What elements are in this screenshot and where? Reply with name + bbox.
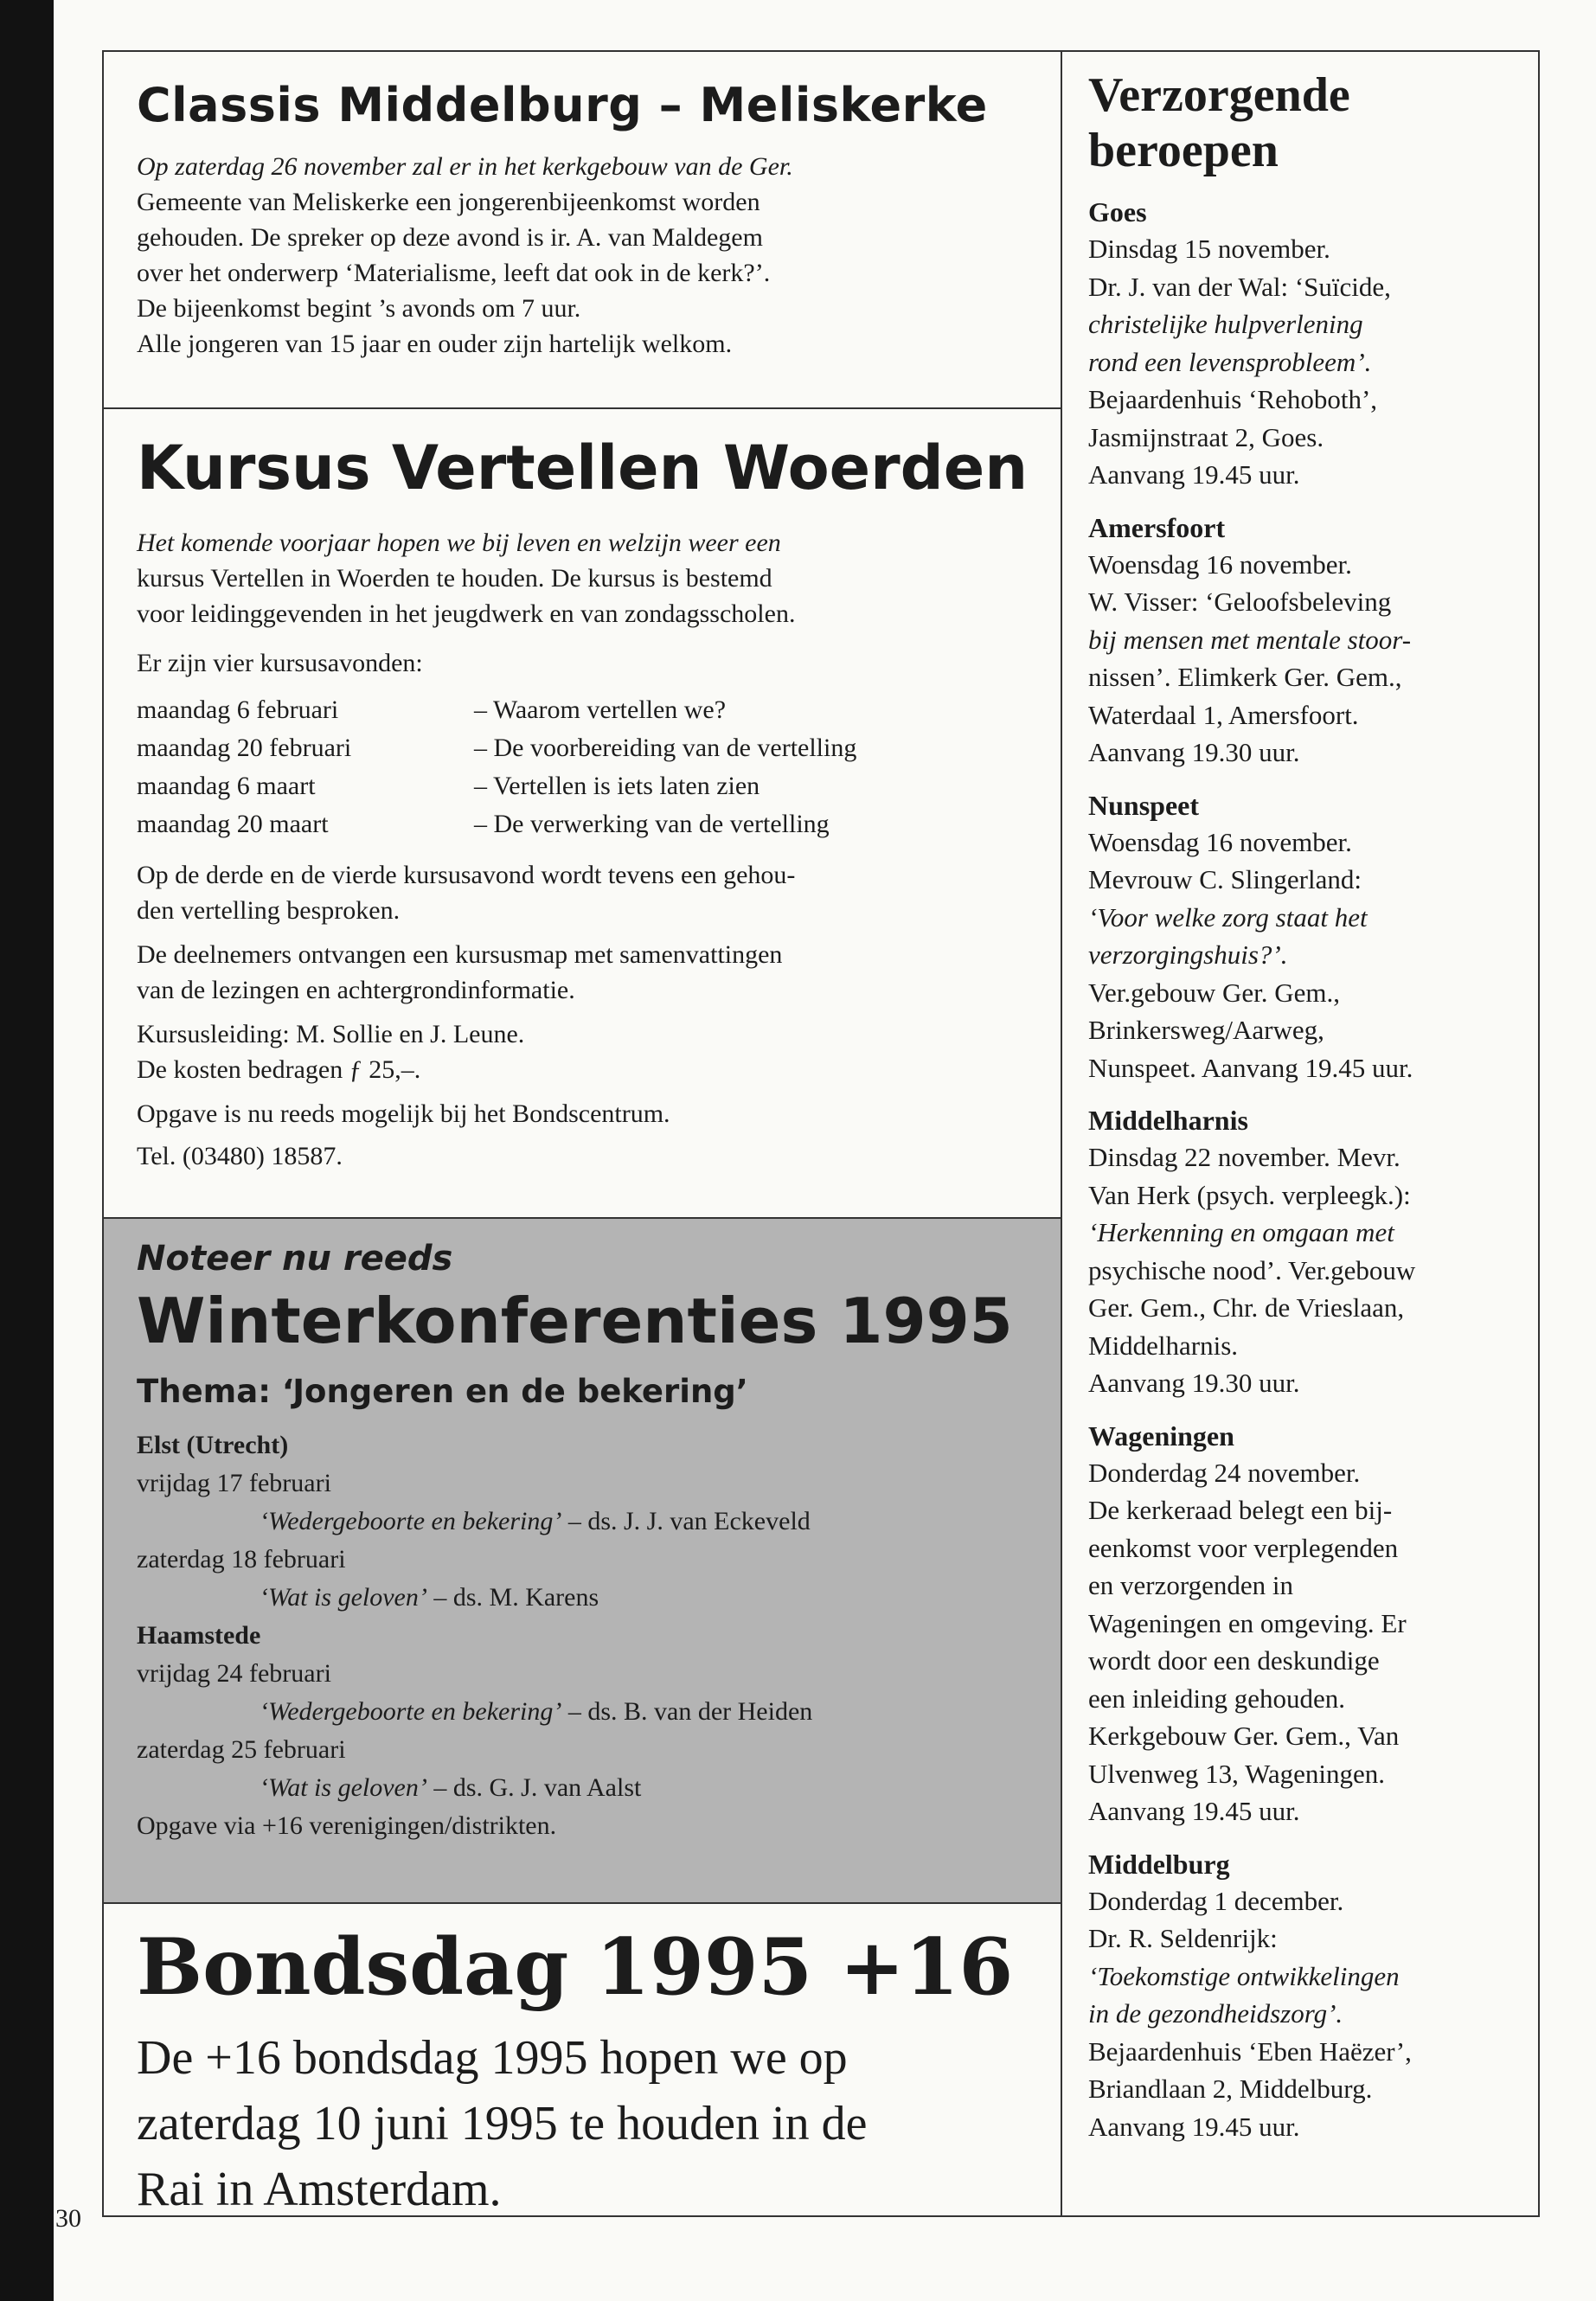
event-line: Bejaardenhuis ‘Rehoboth’,	[1088, 384, 1378, 414]
winter-day: vrijdag 24 februari	[137, 1659, 331, 1688]
winter-day: vrijdag 17 februari	[137, 1469, 331, 1497]
event-location: Goes	[1088, 196, 1147, 228]
event-line: Jasmijnstraat 2, Goes.	[1088, 421, 1324, 452]
kursus-intro-line: kursus Vertellen in Woerden te houden. De kursus is bestemd	[137, 564, 772, 593]
classis-title: Classis Middelburg – Meliskerke	[137, 78, 988, 132]
event-line: Aanvang 19.45 uur.	[1088, 2111, 1300, 2142]
classis-body	[137, 149, 1029, 362]
event-line: ‘Herkenning en omgaan met	[1088, 1217, 1394, 1247]
event-line: rond een levensprobleem’.	[1088, 346, 1372, 377]
kursus-title: Kursus Vertellen Woerden	[137, 433, 1029, 503]
kursus-intro-line: voor leidinggevenden in het jeugdwerk en van zondagsscholen.	[137, 599, 796, 628]
winter-thema-value: ‘Jongeren en de bekering’	[281, 1373, 748, 1410]
event-line: bij mensen met mentale stoor-	[1088, 624, 1412, 655]
talk-title: ‘Wedergeboorte en bekering’	[260, 1507, 562, 1535]
event-line: een inleiding gehouden.	[1088, 1682, 1345, 1714]
winter-kicker: Noteer nu reeds	[137, 1239, 453, 1279]
classis-line: De bijeenkomst begint ’s avonds om 7 uur.	[137, 294, 581, 323]
event-line: Kerkgebouw Ger. Gem., Van	[1088, 1721, 1400, 1751]
verzorgende-title	[1088, 67, 1538, 178]
schedule-date: maandag 6 februari	[137, 695, 339, 724]
event-line: Donderdag 24 november.	[1088, 1457, 1361, 1488]
right-column	[1062, 50, 1540, 2217]
event-line: Waterdaal 1, Amersfoort.	[1088, 699, 1359, 730]
kursus-para2-line2: van de lezingen en achtergrondinformatie.	[137, 976, 575, 1004]
winter-location-name: Haamstede	[137, 1621, 261, 1650]
kursus-leiding: Kursusleiding: M. Sollie en J. Leune.	[137, 1020, 525, 1048]
event-line: Brinkersweg/Aarweg,	[1088, 1015, 1324, 1045]
event-location: Wageningen	[1088, 1420, 1234, 1452]
talk-title: ‘Wat is geloven’	[260, 1583, 427, 1612]
event-location: Nunspeet	[1088, 789, 1200, 821]
event-line: Dinsdag 22 november. Mevr.	[1088, 1142, 1401, 1172]
kursus-avonden-label: Er zijn vier kursusavonden:	[137, 649, 423, 677]
talk-speaker: – ds. B. van der Heiden	[561, 1697, 813, 1726]
bondsdag-box	[104, 1904, 1061, 2215]
bondsdag-title: Bondsdag 1995 +16	[137, 1921, 1014, 2013]
classis-line: Op zaterdag 26 november zal er in het kerkgebouw van de Ger.	[137, 152, 793, 181]
kursus-para1-line2: den vertelling besproken.	[137, 896, 401, 925]
event-line: Dinsdag 15 november.	[1088, 234, 1330, 264]
event-line: Aanvang 19.45 uur.	[1088, 459, 1300, 490]
event-line: W. Visser: ‘Geloofsbeleving	[1088, 586, 1392, 617]
schedule-date: maandag 6 maart	[137, 772, 316, 800]
bondsdag-line: zaterdag 10 juni 1995 te houden in de	[137, 2097, 868, 2150]
kursus-schedule	[137, 691, 1029, 843]
event-line: eenkomst voor verplegenden	[1088, 1532, 1399, 1563]
left-column	[102, 50, 1062, 2217]
kursus-opgave: Opgave is nu reeds mogelijk bij het Bondscentrum.	[137, 1099, 670, 1128]
winter-talk	[260, 1579, 1029, 1617]
event-line: christelijke hulpverlening	[1088, 309, 1363, 339]
talk-title: ‘Wat is geloven’	[260, 1773, 427, 1802]
event-line: nissen’. Elimkerk Ger. Gem.,	[1088, 662, 1402, 692]
event-line: Wageningen en omgeving. Er	[1088, 1607, 1407, 1638]
event-line: Middelharnis.	[1088, 1330, 1239, 1361]
event-line: Ulvenweg 13, Wageningen.	[1088, 1758, 1386, 1789]
event-line: Donderdag 1 december.	[1088, 1885, 1344, 1916]
winter-title: Winterkonferenties 1995	[137, 1285, 1013, 1357]
kursus-para1-line1: Op de derde en de vierde kursusavond wordt tevens een gehou-	[137, 861, 796, 889]
winter-talk	[260, 1769, 1029, 1807]
classis-line: over het onderwerp ‘Materialisme, leeft dat ook in de kerk?’.	[137, 259, 771, 287]
winter-opgave: Opgave via +16 verenigingen/distrikten.	[137, 1811, 557, 1840]
bondsdag-line: Rai in Amsterdam.	[137, 2163, 502, 2216]
winter-talk	[260, 1503, 1029, 1541]
schedule-topic: – Vertellen is iets laten zien	[474, 772, 760, 800]
event-line: Woensdag 16 november.	[1088, 826, 1352, 857]
page-number: 30	[55, 2204, 81, 2233]
winter-locations	[137, 1426, 1029, 1807]
event-line: psychische nood’. Ver.gebouw	[1088, 1254, 1416, 1285]
verzorgende-title-line: beroepen	[1088, 124, 1279, 177]
kursus-tel: Tel. (03480) 18587.	[137, 1142, 343, 1170]
verzorgende-title-line: Verzorgende	[1088, 68, 1350, 122]
bondsdag-line: De +16 bondsdag 1995 hopen we op	[137, 2031, 848, 2085]
kursus-intro	[137, 525, 1029, 631]
classis-line: Gemeente van Meliskerke een jongerenbijeenkomst worden	[137, 188, 760, 216]
event-line: verzorgingshuis?’.	[1088, 939, 1288, 970]
verzorgende-events	[1088, 194, 1521, 2145]
event-line: Nunspeet. Aanvang 19.45 uur.	[1088, 1052, 1413, 1083]
schedule-date: maandag 20 maart	[137, 810, 329, 838]
event-line: Dr. J. van der Wal: ‘Suïcide,	[1088, 271, 1391, 302]
event-line: ‘Voor welke zorg staat het	[1088, 901, 1368, 933]
classis-line: Alle jongeren van 15 jaar en ouder zijn hartelijk welkom.	[137, 330, 733, 358]
winter-box	[104, 1219, 1061, 1904]
event-location: Middelharnis	[1088, 1105, 1248, 1136]
kursus-kosten: De kosten bedragen ƒ 25,–.	[137, 1055, 421, 1084]
binding-spine	[0, 0, 54, 2301]
event-location: Amersfoort	[1088, 511, 1226, 543]
winter-location-name: Elst (Utrecht)	[137, 1431, 289, 1459]
event-location: Middelburg	[1088, 1848, 1230, 1880]
event-line: Woensdag 16 november.	[1088, 548, 1352, 580]
event-line: ‘Toekomstige ontwikkelingen	[1088, 1960, 1400, 1991]
event-line: De kerkeraad belegt een bij-	[1088, 1495, 1393, 1525]
event-line: Aanvang 19.30 uur.	[1088, 1368, 1300, 1398]
event-line: Van Herk (psych. verpleegk.):	[1088, 1179, 1411, 1210]
winter-day: zaterdag 18 februari	[137, 1545, 346, 1574]
winter-thema	[137, 1371, 1029, 1413]
kursus-para2-line1: De deelnemers ontvangen een kursusmap met samenvattingen	[137, 940, 783, 969]
event-line: Bejaardenhuis ‘Eben Haëzer’,	[1088, 2035, 1412, 2067]
winter-thema-label: Thema:	[137, 1373, 271, 1410]
schedule-topic: – De verwerking van de vertelling	[474, 810, 830, 838]
event-line: Ger. Gem., Chr. de Vrieslaan,	[1088, 1292, 1405, 1323]
schedule-topic: – Waarom vertellen we?	[474, 695, 727, 724]
event-line: in de gezondheidszorg’.	[1088, 1998, 1343, 2029]
talk-speaker: – ds. M. Karens	[426, 1583, 599, 1612]
schedule-topic: – De voorbereiding van de vertelling	[474, 734, 857, 762]
talk-title: ‘Wedergeboorte en bekering’	[260, 1697, 562, 1726]
event-line: Aanvang 19.45 uur.	[1088, 1796, 1300, 1826]
winter-talk	[260, 1693, 1029, 1731]
event-line: Dr. R. Seldenrijk:	[1088, 1923, 1278, 1953]
event-line: Mevrouw C. Slingerland:	[1088, 864, 1362, 894]
winter-day: zaterdag 25 februari	[137, 1735, 346, 1764]
schedule-date: maandag 20 februari	[137, 734, 352, 762]
talk-speaker: – ds. G. J. van Aalst	[426, 1773, 642, 1802]
event-line: Briandlaan 2, Middelburg.	[1088, 2073, 1373, 2104]
kursus-intro-line: Het komende voorjaar hopen we bij leven en welzijn weer een	[137, 529, 781, 557]
event-line: Aanvang 19.30 uur.	[1088, 737, 1300, 767]
talk-speaker: – ds. J. J. van Eckeveld	[561, 1507, 811, 1535]
kursus-box	[104, 409, 1061, 1219]
event-line: en verzorgenden in	[1088, 1570, 1293, 1600]
classis-box	[104, 52, 1061, 409]
event-line: Ver.gebouw Ger. Gem.,	[1088, 977, 1340, 1008]
event-line: wordt door een deskundige	[1088, 1645, 1380, 1676]
classis-line: gehouden. De spreker op deze avond is ir. A. van Maldegem	[137, 223, 763, 252]
